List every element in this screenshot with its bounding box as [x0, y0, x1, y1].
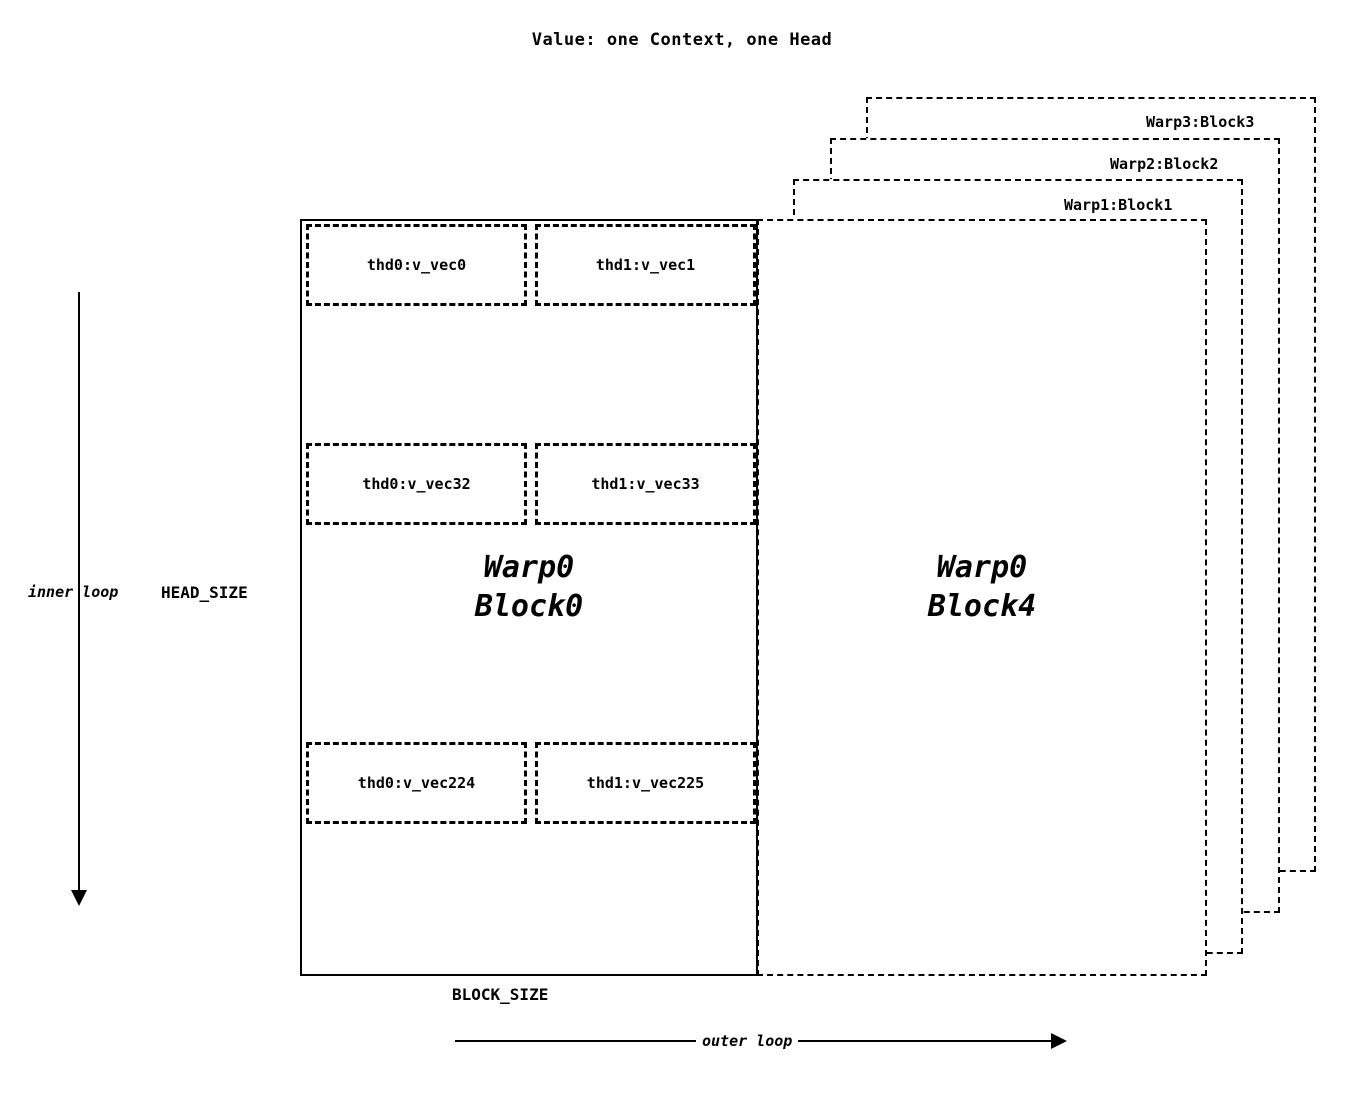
thread-cell: thd1:v_vec225 — [535, 742, 756, 824]
thread-row-224 — [306, 742, 756, 824]
thread-row-0 — [306, 224, 756, 306]
block0-name-line1: Warp0 — [483, 550, 575, 585]
block0-name-line2: Block0 — [474, 589, 584, 624]
back-block-label-warp2: Warp2:Block2 — [1110, 155, 1219, 173]
block-size-label: BLOCK_SIZE — [452, 985, 549, 1004]
back-block-label-warp1: Warp1:Block1 — [1064, 196, 1173, 214]
thread-cell: thd0:v_vec0 — [306, 224, 527, 306]
head-size-label: HEAD_SIZE — [161, 583, 248, 602]
outer-loop-label: outer loop — [696, 1032, 798, 1050]
thread-cell: thd0:v_vec224 — [306, 742, 527, 824]
block-warp0-block4 — [757, 219, 1207, 976]
thread-cell: thd1:v_vec33 — [535, 443, 756, 525]
thread-row-32 — [306, 443, 756, 525]
back-block-label-warp3: Warp3:Block3 — [1146, 113, 1255, 131]
diagram-title: Value: one Context, one Head — [531, 30, 833, 50]
block0-name — [302, 548, 756, 626]
thread-cell: thd0:v_vec32 — [306, 443, 527, 525]
block4-name — [759, 548, 1205, 626]
block-warp0-block0 — [300, 219, 758, 976]
block4-name-line1: Warp0 — [936, 550, 1028, 585]
inner-loop-label: inner loop — [28, 583, 119, 601]
thread-cell: thd1:v_vec1 — [535, 224, 756, 306]
block4-name-line2: Block4 — [927, 589, 1037, 624]
